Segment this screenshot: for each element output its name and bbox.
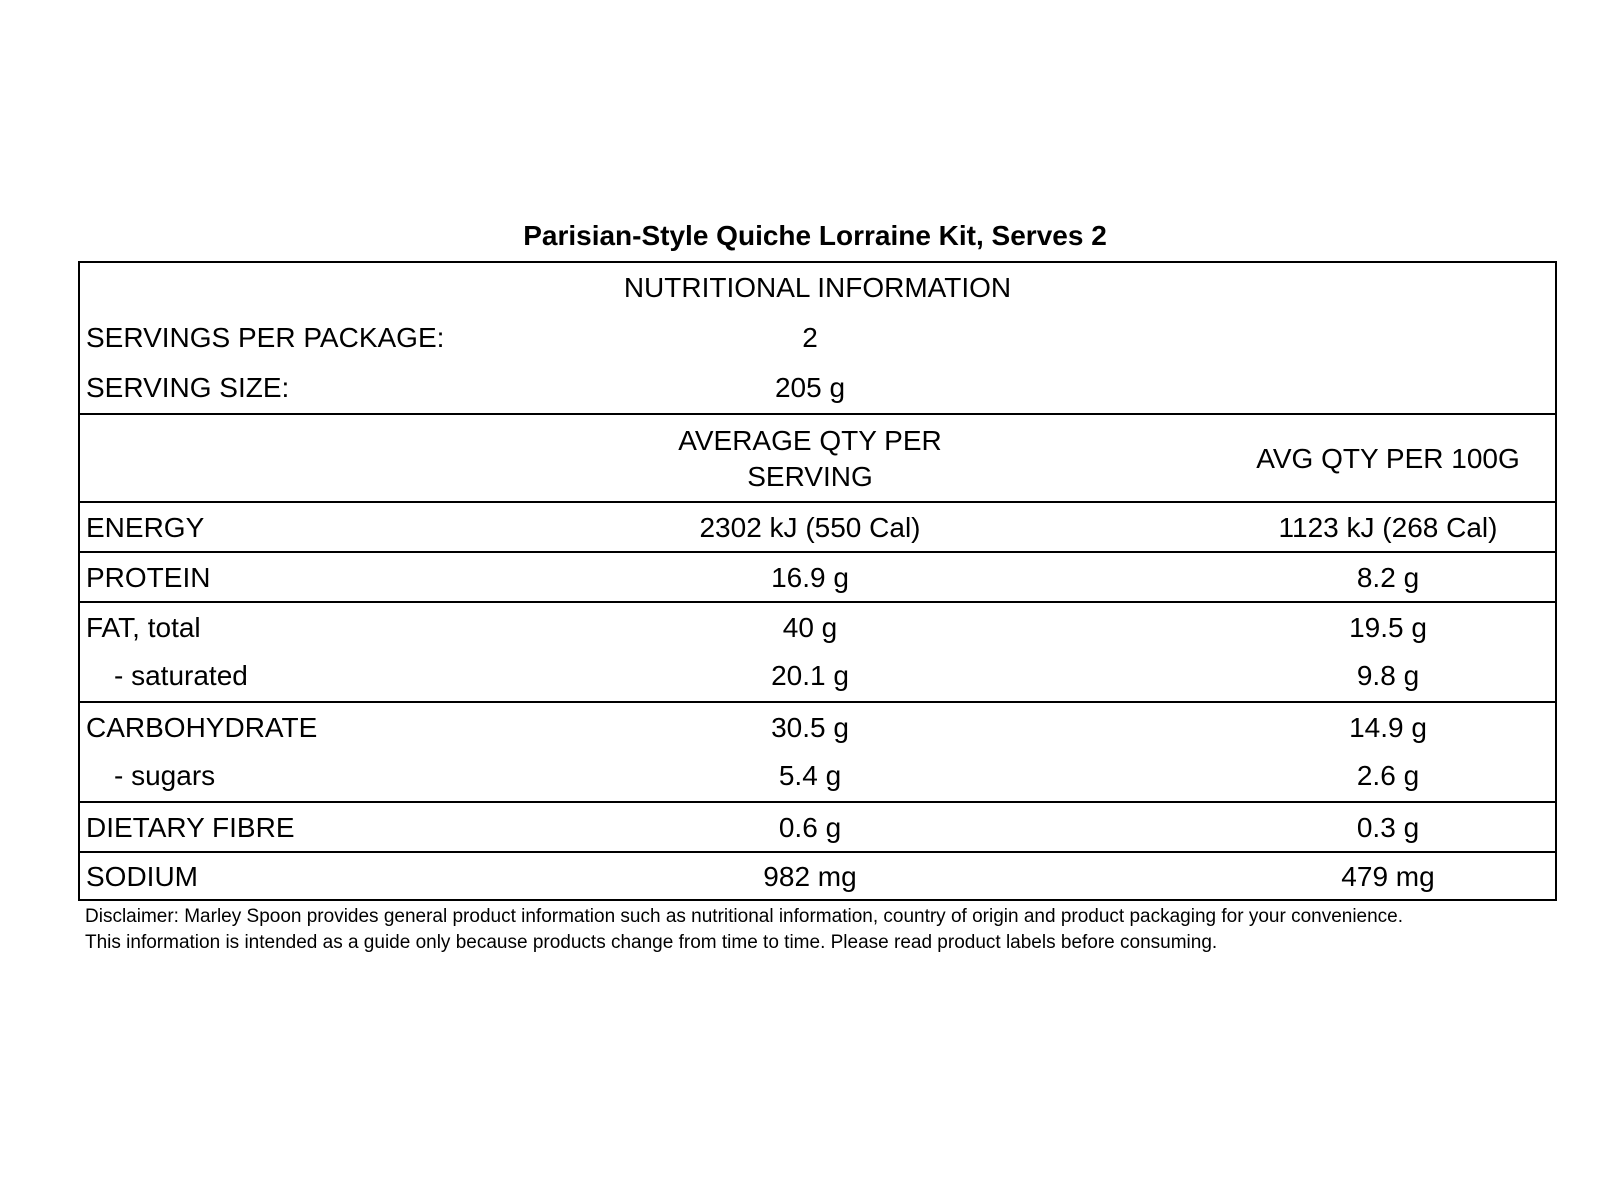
nutrient-label: - saturated [114, 660, 248, 691]
serving-size-row [80, 363, 1555, 413]
column-header-per-serving-line1: AVERAGE QTY PER [678, 425, 942, 456]
panel-heading-row [80, 263, 1555, 313]
product-title: Parisian-Style Quiche Lorraine Kit, Serves 2 [523, 220, 1107, 251]
nutrient-row-sodium [80, 851, 1555, 901]
nutrient-per-100g: 19.5 g [1349, 612, 1427, 643]
nutrition-panel [78, 261, 1557, 901]
nutrient-label: - sugars [114, 760, 216, 791]
nutrient-row-energy [80, 501, 1555, 553]
nutrient-label: CARBOHYDRATE [86, 712, 318, 743]
panel-heading: NUTRITIONAL INFORMATION [623, 272, 1012, 303]
nutrient-per-100g: 0.3 g [1356, 812, 1420, 843]
nutrient-label: DIETARY FIBRE [86, 812, 295, 843]
column-header-per-serving-line2: SERVING [747, 461, 873, 492]
nutrient-row-fat-total [80, 601, 1555, 653]
nutrient-label: PROTEIN [86, 562, 211, 593]
disclaimer-line-1: Disclaimer: Marley Spoon provides general product information such as nutritional information, country of origin and product packaging for your convenience. [85, 906, 1404, 927]
nutrient-per-serving: 5.4 g [778, 760, 842, 791]
nutrient-per-100g: 1123 kJ (268 Cal) [1278, 512, 1498, 543]
nutrient-label: ENERGY [86, 512, 205, 543]
column-header-per-serving [510, 415, 1110, 503]
nutrient-per-serving: 16.9 g [771, 562, 849, 593]
nutrient-per-100g: 9.8 g [1356, 660, 1420, 691]
column-header-per-100g: AVG QTY PER 100G [1256, 443, 1520, 474]
nutrient-per-100g: 8.2 g [1356, 562, 1420, 593]
nutrient-per-serving: 2302 kJ (550 Cal) [699, 512, 921, 543]
nutrient-per-100g: 14.9 g [1349, 712, 1427, 743]
nutrient-label: SODIUM [86, 861, 198, 892]
nutrient-label: FAT, total [86, 612, 201, 643]
nutrient-row-dietary-fibre [80, 801, 1555, 853]
disclaimer-line-2: This information is intended as a guide only because products change from time to time. Please read product labels before consuming. [85, 932, 1218, 953]
nutrient-row-carbohydrate [80, 701, 1555, 753]
servings-per-package-label: SERVINGS PER PACKAGE: [86, 322, 445, 353]
nutrient-per-serving: 30.5 g [771, 712, 849, 743]
nutrient-per-serving: 20.1 g [771, 660, 849, 691]
nutrient-row-saturated [80, 651, 1555, 701]
nutrient-row-sugars [80, 751, 1555, 801]
servings-per-package-value: 2 [802, 322, 818, 353]
serving-size-value: 205 g [774, 372, 846, 403]
nutrient-per-100g: 479 mg [1341, 861, 1435, 892]
column-header-row [80, 413, 1555, 503]
servings-per-package-row [80, 313, 1555, 363]
serving-size-label: SERVING SIZE: [86, 372, 290, 403]
nutrient-row-protein [80, 551, 1555, 603]
nutrient-per-serving: 40 g [782, 612, 838, 643]
nutrient-per-serving: 0.6 g [778, 812, 842, 843]
nutrient-per-100g: 2.6 g [1356, 760, 1420, 791]
nutrient-per-serving: 982 mg [763, 861, 857, 892]
disclaimer [85, 904, 1565, 956]
